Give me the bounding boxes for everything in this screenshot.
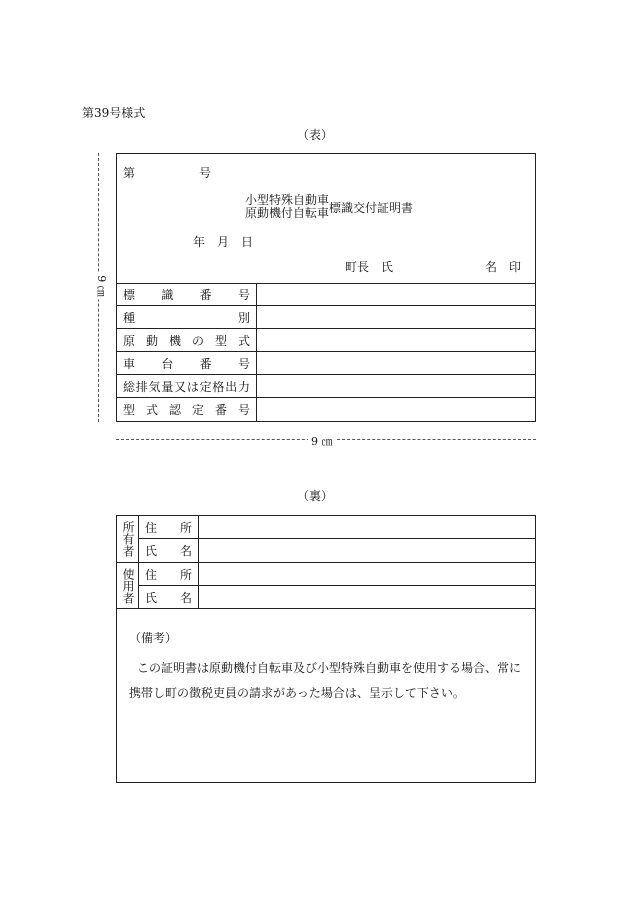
certificate-number-label: 第 号 bbox=[123, 166, 238, 180]
owner-address-label: 住所 bbox=[145, 520, 192, 535]
owner-group-label: 所有者 bbox=[121, 521, 135, 557]
certificate-title-vehicle-types bbox=[245, 194, 329, 220]
width-dimension-label: 9 ㎝ bbox=[308, 433, 336, 449]
table-row bbox=[117, 352, 535, 375]
owner-name-label: 氏名 bbox=[145, 544, 192, 558]
table-row bbox=[139, 586, 535, 609]
issue-date-line: 年 月 日 bbox=[193, 235, 254, 249]
form-number-title: 第39号様式 bbox=[82, 106, 146, 120]
user-group-label: 使用者 bbox=[121, 568, 135, 604]
front-side-label: （表） bbox=[296, 128, 333, 142]
mayor-name-line: 町長 氏 bbox=[345, 260, 394, 274]
row-label-model-approval: 型式認定番号 bbox=[123, 403, 250, 417]
owner-address-field[interactable] bbox=[199, 516, 535, 538]
certificate-title-suffix: 標識交付証明書 bbox=[329, 201, 414, 215]
certificate-header bbox=[117, 154, 535, 284]
row-label-type: 種別 bbox=[123, 310, 250, 325]
table-row bbox=[117, 398, 535, 421]
notes-body: この証明書は原動機付自転車及び小型特殊自動車を使用する場合、常に携帯し町の徴税吏員の請求があった場合は、呈示して下さい。 bbox=[129, 661, 522, 700]
table-row bbox=[139, 563, 535, 586]
model-approval-field[interactable] bbox=[257, 398, 535, 421]
title-line-moped: 原動機付自転車 bbox=[245, 206, 330, 220]
row-label-chassis-number: 車台番号 bbox=[123, 356, 250, 371]
displacement-field[interactable] bbox=[257, 375, 535, 397]
table-row bbox=[117, 329, 535, 352]
certificate-back bbox=[116, 515, 536, 783]
row-label-plate-number: 標識番号 bbox=[123, 287, 250, 302]
user-name-label: 氏名 bbox=[145, 591, 192, 605]
table-row bbox=[117, 283, 535, 306]
owner-user-table bbox=[117, 516, 535, 609]
row-label-engine-model: 原動機の型式 bbox=[123, 333, 250, 348]
table-row bbox=[139, 516, 535, 539]
owner-name-field[interactable] bbox=[199, 539, 535, 562]
user-address-field[interactable] bbox=[199, 563, 535, 585]
certificate-front bbox=[116, 153, 536, 422]
engine-model-field[interactable] bbox=[257, 329, 535, 351]
chassis-number-field[interactable] bbox=[257, 352, 535, 374]
vehicle-info-table bbox=[117, 283, 535, 421]
user-name-field[interactable] bbox=[199, 586, 535, 609]
back-side-label: （裏） bbox=[296, 489, 333, 503]
table-row bbox=[117, 306, 535, 329]
title-line-special-vehicle: 小型特殊自動車 bbox=[245, 193, 330, 207]
plate-number-field[interactable] bbox=[257, 283, 535, 305]
owner-section bbox=[117, 516, 535, 563]
table-row bbox=[139, 539, 535, 562]
notes-heading: （備考） bbox=[129, 631, 178, 645]
user-address-label: 住所 bbox=[145, 567, 192, 582]
user-section bbox=[117, 563, 535, 609]
type-field[interactable] bbox=[257, 306, 535, 328]
table-row bbox=[117, 375, 535, 398]
height-dimension-label: 9 ㎝ bbox=[94, 275, 108, 297]
seal-line: 名 印 bbox=[485, 260, 522, 274]
row-label-displacement: 総排気量又は定格出力 bbox=[123, 379, 250, 394]
